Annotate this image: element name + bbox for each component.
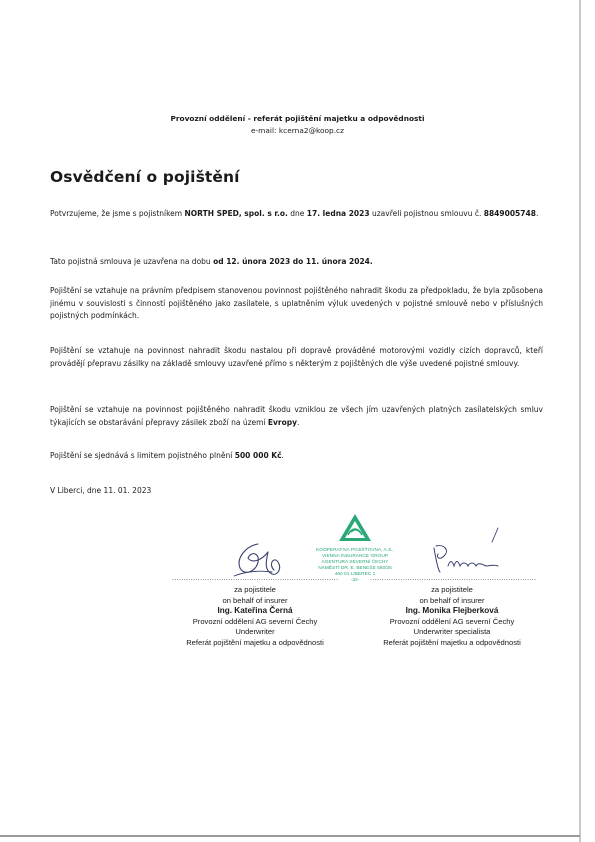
place-and-date: V Liberci, dne 11. 01. 2023 <box>50 486 152 495</box>
kooperativa-logo-icon <box>338 513 372 543</box>
policyholder-name: NORTH SPED, spol. s r.o. <box>184 209 288 218</box>
paragraph-liability: Pojištění se vztahuje na právním předpisem stanovenou povinnost pojištěného nahradit škodu za předpokladu, že byla způsobena jinému v souvislosti s činností pojištěného jako zasílatele, s uplatněním výluk uvedených v pojistné smlouvě nebo v příslušných pojistných podmínkách. <box>50 286 543 321</box>
signatory-left-name: Ing. Kateřina Černá <box>217 606 293 616</box>
company-stamp: KOOPERATIVA POJIŠŤOVNA, A.S., VIENNA INSURANCE GROUP AGENTURA SEVERNÍ ČECHY NÁMĚSTÍ DR. E. BENEŠE 560/25 460 01 LIBEREC 1 -32- <box>300 513 410 584</box>
signature-right-icon <box>428 526 518 578</box>
signature-line-right: ....................................................................... <box>370 575 537 582</box>
signatory-right: za pojistitele on behalf of insurer Ing. Monika Flejberková Provozní oddělení AG severní Čechy Underwriter specialista Referát pojištění majetku a odpovědnosti <box>362 585 542 649</box>
document-title: Osvědčení o pojištění <box>50 168 240 186</box>
paragraph-contract: Potvrzujeme, že jsme s pojistníkem NORTH SPED, spol. s r.o. dne 17. ledna 2023 uzavřeli pojistnou smlouvu č. 8849005748. <box>50 209 539 218</box>
paragraph-limit: Pojištění se sjednává s limitem pojistného plnění 500 000 Kč. <box>50 451 284 460</box>
contact-email: e-mail: kcerna2@koop.cz <box>250 126 345 135</box>
paragraph-period: Tato pojistná smlouva je uzavřena na dobu od 12. února 2023 do 11. února 2024. <box>50 257 373 266</box>
territory: Evropy <box>267 417 298 427</box>
signature-line-left: ....................................................................... <box>172 575 339 582</box>
insurance-limit: 500 000 Kč <box>234 451 282 460</box>
signatory-right-name: Ing. Monika Flejberková <box>405 606 499 616</box>
scan-edge-right <box>579 0 581 842</box>
department-heading: Provozní oddělení - referát pojištění majetku a odpovědnosti <box>170 114 425 123</box>
scan-edge-bottom <box>0 835 580 837</box>
insurance-period: od 12. února 2023 do 11. února 2024. <box>213 257 373 266</box>
contract-date: 17. ledna 2023 <box>306 209 370 218</box>
signatory-left: za pojistitele on behalf of insurer Ing. Kateřina Černá Provozní oddělení AG severní Čechy Underwriter Referát pojištění majetku a odpovědnosti <box>170 585 340 649</box>
paragraph-carriers: Pojištění se vztahuje na povinnost nahradit škodu nastalou při dopravě prováděné motorovými vozidly cizích dopravců, kteří provádějí přepravu zásilky na základě smlouvy uzavřené přímo s některým z pojištěných dle výše uvedené pojistné smlouvy. <box>50 346 543 368</box>
paragraph-contracts: Pojištění se vztahuje na povinnost pojištěného nahradit škodu vzniklou ze všech jím uzavřených platných zasílatelských smluv týkajících se obstarávání přepravy zásilek zboží na území Evropy. <box>50 405 543 427</box>
policy-number: 8849005748 <box>483 209 536 218</box>
